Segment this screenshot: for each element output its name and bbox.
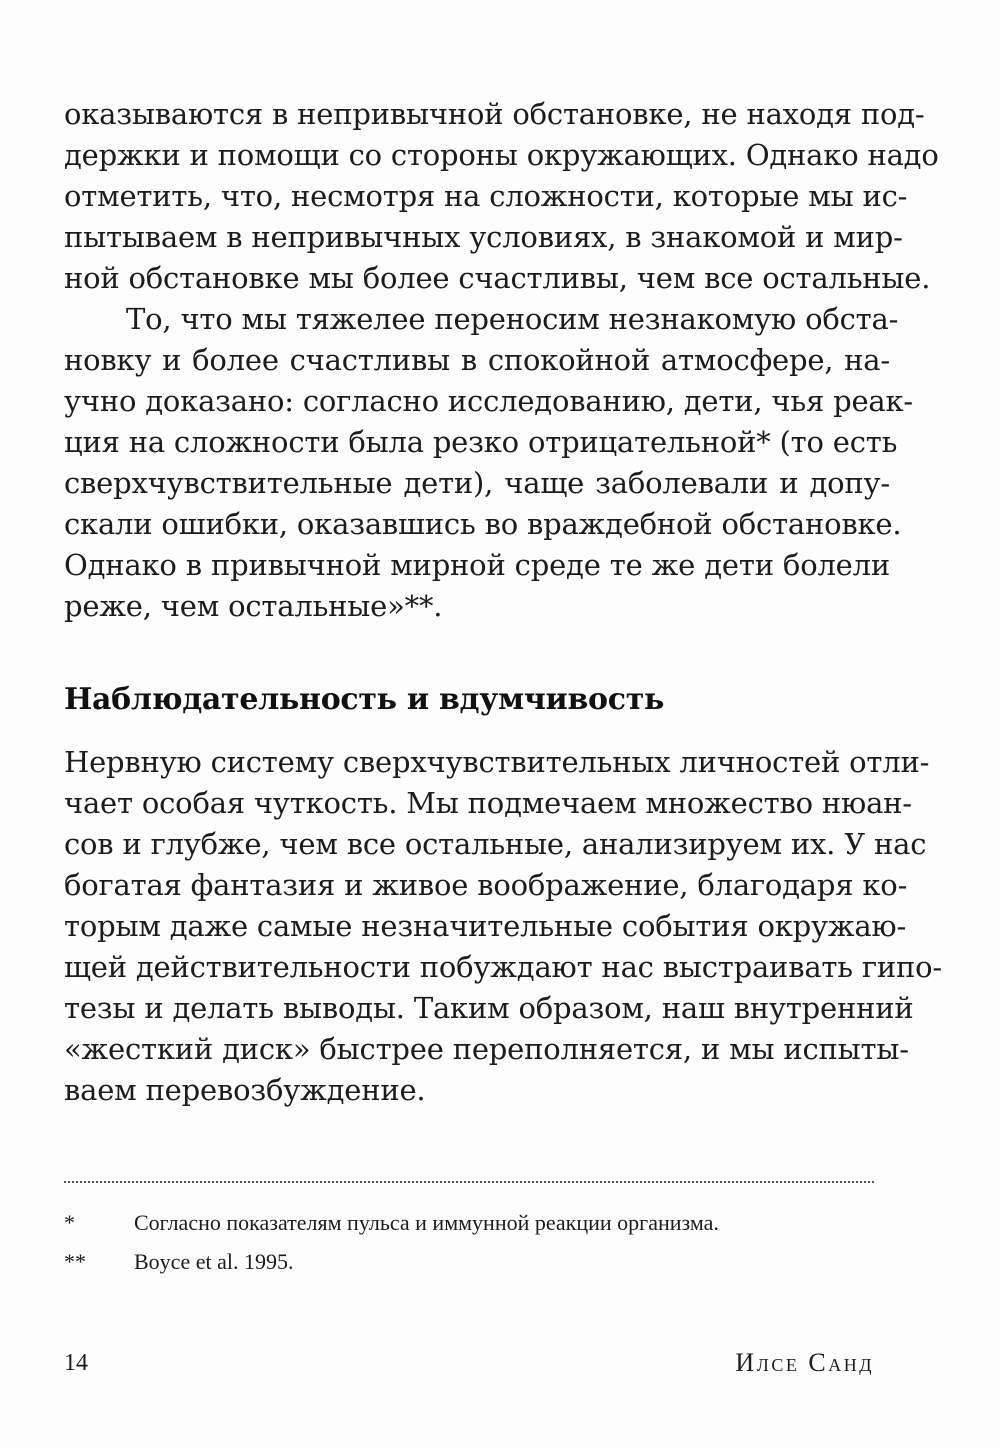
text-line: тезы и делать выводы. Таким образом, наш внутренний <box>64 991 914 1025</box>
section-heading: Наблюдательность и вдумчивость <box>64 682 665 717</box>
text-line: держки и помощи со стороны окружающих. Однако надо <box>64 138 939 172</box>
text-line: реже, чем остальные»**. <box>64 589 443 623</box>
footnote <box>64 1247 890 1277</box>
text-line: скали ошибки, оказавшись во враждебной обстановке. <box>64 507 902 541</box>
footnote-mark: * <box>64 1210 75 1235</box>
text-line: оказываются в непривычной обстановке, не находя под- <box>64 97 925 131</box>
footnote-divider <box>64 1181 874 1183</box>
footnote-mark: ** <box>64 1249 86 1274</box>
text-line: сов и глубже, чем все остальные, анализируем их. У нас <box>64 827 927 861</box>
text-line: новку и более счастливы в спокойной атмосфере, на- <box>64 343 890 377</box>
text-line: торым даже самые незначительные события окружаю- <box>64 909 907 943</box>
text-line: пытываем в непривычных условиях, в знакомой и мир- <box>64 220 903 254</box>
text-line: ваем перевозбуждение. <box>64 1073 426 1107</box>
text-line: отметить, что, несмотря на сложности, которые мы ис- <box>64 179 908 213</box>
paragraph-research <box>64 299 914 627</box>
footnote-text: Boyce et al. 1995. <box>134 1249 294 1274</box>
text-line: ной обстановке мы более счастливы, чем все остальные. <box>64 261 931 295</box>
text-line: учно доказано: согласно исследованию, дети, чья реак- <box>64 384 914 418</box>
text-line: Однако в привычной мирной среде те же дети болели <box>64 548 890 582</box>
footnote-text: Согласно показателям пульса и иммунной реакции организма. <box>134 1210 719 1235</box>
text-line: ция на сложности была резко отрицательной* (то есть <box>64 425 898 459</box>
text-line: То, что мы тяжелее переносим незнакомую обста- <box>126 302 899 336</box>
text-line: «жесткий диск» быстрее переполняется, и мы испыты- <box>64 1032 909 1066</box>
footnote <box>64 1208 890 1238</box>
running-author: Илсе Санд <box>735 1348 874 1377</box>
paragraph-continued <box>64 94 939 299</box>
text-line: сверхчувствительные дети), чаще заболевали и допу- <box>64 466 890 500</box>
page-number: 14 <box>64 1350 88 1376</box>
text-line: чает особая чуткость. Мы подмечаем множество нюан- <box>64 786 912 820</box>
section-paragraph <box>64 742 942 1111</box>
text-line: богатая фантазия и живое воображение, благодаря ко- <box>64 868 908 902</box>
text-line: Нервную систему сверхчувствительных личностей отли- <box>64 745 930 779</box>
text-line: щей действительности побуждают нас выстраивать гипо- <box>64 950 942 984</box>
